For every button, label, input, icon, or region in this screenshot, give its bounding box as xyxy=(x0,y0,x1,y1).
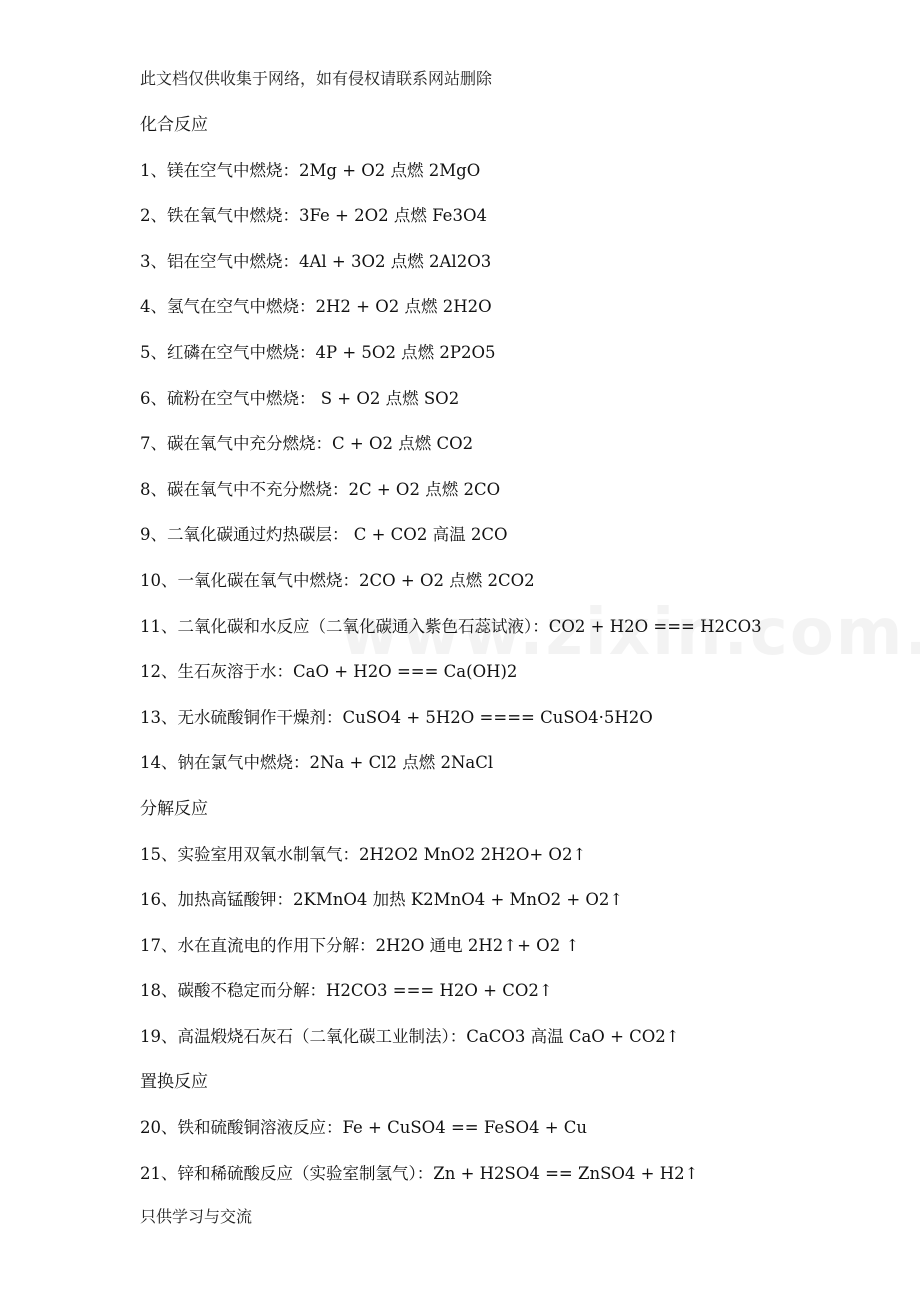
equation-line: 21、锌和稀硫酸反应（实验室制氢气）：Zn + H2SO4 == ZnSO4 + H2↑ xyxy=(140,1163,699,1183)
equation-line: 11、二氧化碳和水反应（二氧化碳通入紫色石蕊试液）：CO2 + H2O === H2CO3 xyxy=(140,616,762,636)
equation-line: 16、加热高锰酸钾：2KMnO4 加热 K2MnO4 + MnO2 + O2↑ xyxy=(140,890,624,910)
equation-line: 18、碳酸不稳定而分解：H2CO3 === H2O + CO2↑ xyxy=(140,981,553,1001)
equation-line: 4、氢气在空气中燃烧：2H2 + O2 点燃 2H2O xyxy=(140,297,492,317)
equation-line: 1、镁在空气中燃烧：2Mg + O2 点燃 2MgO xyxy=(140,160,481,180)
equation-line: 8、碳在氧气中不充分燃烧：2C + O2 点燃 2CO xyxy=(140,479,501,499)
equation-line: 3、铝在空气中燃烧：4Al + 3O2 点燃 2Al2O3 xyxy=(140,251,492,271)
equation-line: 9、二氧化碳通过灼热碳层： C + CO2 高温 2CO xyxy=(140,525,508,545)
section-heading: 分解反应 xyxy=(140,798,208,819)
section-heading: 化合反应 xyxy=(140,115,208,135)
equation-line: 20、铁和硫酸铜溶液反应：Fe + CuSO4 == FeSO4 + Cu xyxy=(140,1118,588,1138)
equation-line: 14、钠在氯气中燃烧：2Na + Cl2 点燃 2NaCl xyxy=(140,753,494,773)
equation-line: 13、无水硫酸铜作干燥剂：CuSO4 + 5H2O ==== CuSO4·5H2O xyxy=(140,707,653,727)
equation-line: 7、碳在氧气中充分燃烧：C + O2 点燃 CO2 xyxy=(140,434,474,454)
equation-line: 6、硫粉在空气中燃烧： S + O2 点燃 SO2 xyxy=(140,388,460,408)
footer-note: 只供学习与交流 xyxy=(140,1207,253,1226)
equation-line: 12、生石灰溶于水：CaO + H2O === Ca(OH)2 xyxy=(140,662,518,682)
header-disclaimer: 此文档仅供收集于网络，如有侵权请联系网站删除 xyxy=(140,69,493,88)
equation-line: 10、一氧化碳在氧气中燃烧：2CO + O2 点燃 2CO2 xyxy=(140,570,535,590)
document-body xyxy=(140,108,900,1202)
equation-line: 17、水在直流电的作用下分解：2H2O 通电 2H2↑+ O2 ↑ xyxy=(140,935,580,955)
equation-line: 2、铁在氧气中燃烧：3Fe + 2O2 点燃 Fe3O4 xyxy=(140,206,487,226)
equation-line: 19、高温煅烧石灰石（二氧化碳工业制法）：CaCO3 高温 CaO + CO2↑ xyxy=(140,1026,680,1046)
section-heading: 置换反应 xyxy=(140,1072,208,1093)
equation-line: 5、红磷在空气中燃烧：4P + 5O2 点燃 2P2O5 xyxy=(140,342,496,362)
equation-line: 15、实验室用双氧水制氧气：2H2O2 MnO2 2H2O+ O2↑ xyxy=(140,844,587,864)
